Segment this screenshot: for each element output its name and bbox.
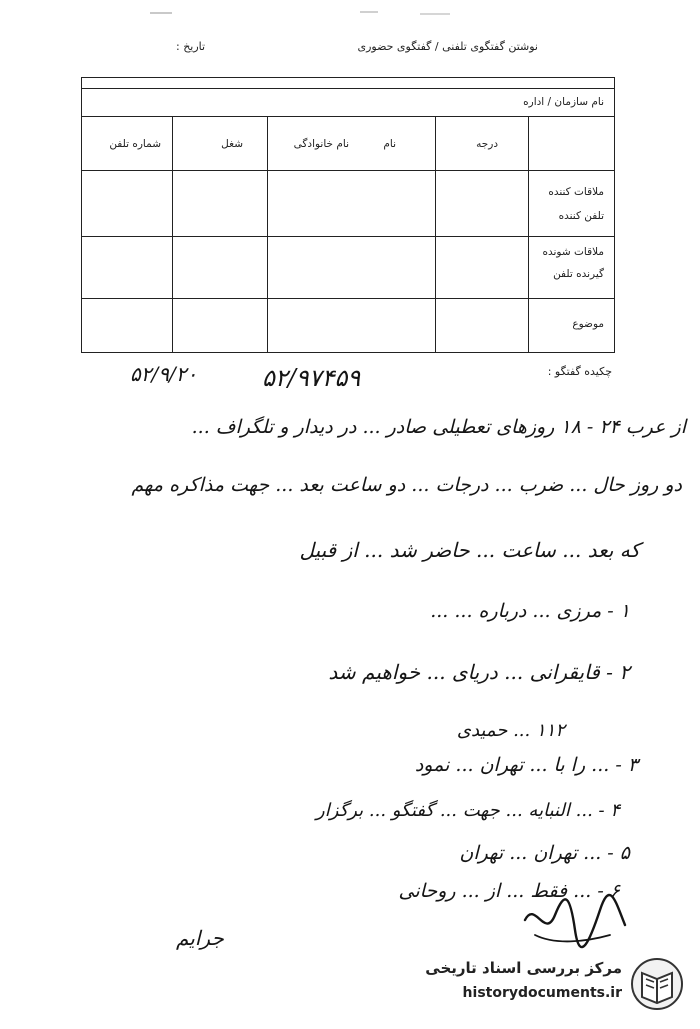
handwritten-line-3: که بعد ... ساعت ... حاضر شد ... از قبیل xyxy=(299,538,640,562)
handwritten-ref-number: ۵۲/۹۷۴۵۹ xyxy=(262,364,361,392)
col-rank: درجه xyxy=(476,138,498,150)
handwritten-line-1: از عرب ۲۴ - ۱۸ روزهای تعطیلی صادر ... در دیدار و تلگراف ... xyxy=(191,416,686,438)
scan-speck xyxy=(360,11,378,13)
col-phone: شماره تلفن xyxy=(109,138,161,150)
table-rule xyxy=(82,298,614,299)
table-rule xyxy=(172,116,173,352)
org-label: نام سازمان / اداره xyxy=(523,96,604,108)
col-job: شغل xyxy=(221,138,243,150)
row-receiver-label: گیرنده تلفن xyxy=(553,268,604,280)
book-logo-icon xyxy=(630,957,684,1011)
signature-mark xyxy=(515,880,635,950)
row-visitor-label: ملاقات کننده xyxy=(548,186,604,198)
table-rule xyxy=(82,116,614,117)
table-rule xyxy=(82,236,614,237)
table-rule xyxy=(82,170,614,171)
handwritten-signoff: جرایم xyxy=(176,926,224,950)
handwritten-line-4: ۱ - مرزی ... درباره ... ... xyxy=(430,600,630,622)
date-label: تاریخ : xyxy=(176,40,206,53)
row-visited-label: ملاقات شونده xyxy=(542,246,604,258)
handwritten-line-5: ۲ - قایقرانی ... دریای ... خواهیم شد xyxy=(328,660,630,684)
handwritten-line-9: ۵ - ... تهران ... تهران xyxy=(459,842,630,864)
handwritten-date: ۵۲/۹/۲۰ xyxy=(130,362,198,386)
row-subject-label: موضوع xyxy=(572,318,604,330)
summary-label: چکیده گفتگو : xyxy=(547,365,612,378)
col-last-name: نام خانوادگی xyxy=(293,138,349,150)
archive-name: مرکز بررسی اسناد تاریخی xyxy=(425,959,622,977)
table-rule xyxy=(435,116,436,352)
handwritten-line-7: ۳ - ... را با ... تهران ... نمود xyxy=(414,754,638,776)
table-rule xyxy=(82,88,614,89)
handwritten-line-10: ۶ - ... فقط ... از ... روحانی xyxy=(398,880,620,902)
scan-speck xyxy=(420,13,450,15)
table-rule xyxy=(528,116,529,352)
archive-watermark xyxy=(402,953,692,1017)
row-caller-label: تلفن کننده xyxy=(558,210,604,222)
handwritten-line-2: دو روز حال ... ضرب ... درجات ... دو ساعت بعد ... جهت مذاکره مهم xyxy=(131,474,682,496)
handwritten-line-8: ۴ - ... النبایه ... جهت ... گفتگو ... برگزار xyxy=(316,800,620,821)
table-rule xyxy=(267,116,268,352)
form-title: نوشتن گفتگوی تلفنی / گفتگوی حضوری xyxy=(357,40,538,53)
form-table xyxy=(81,77,615,353)
handwritten-line-6: ۱۱۲ ... حمیدی xyxy=(456,720,565,741)
col-first-name: نام xyxy=(383,138,396,150)
scan-speck xyxy=(150,12,172,14)
archive-url: historydocuments.ir xyxy=(462,985,622,1001)
